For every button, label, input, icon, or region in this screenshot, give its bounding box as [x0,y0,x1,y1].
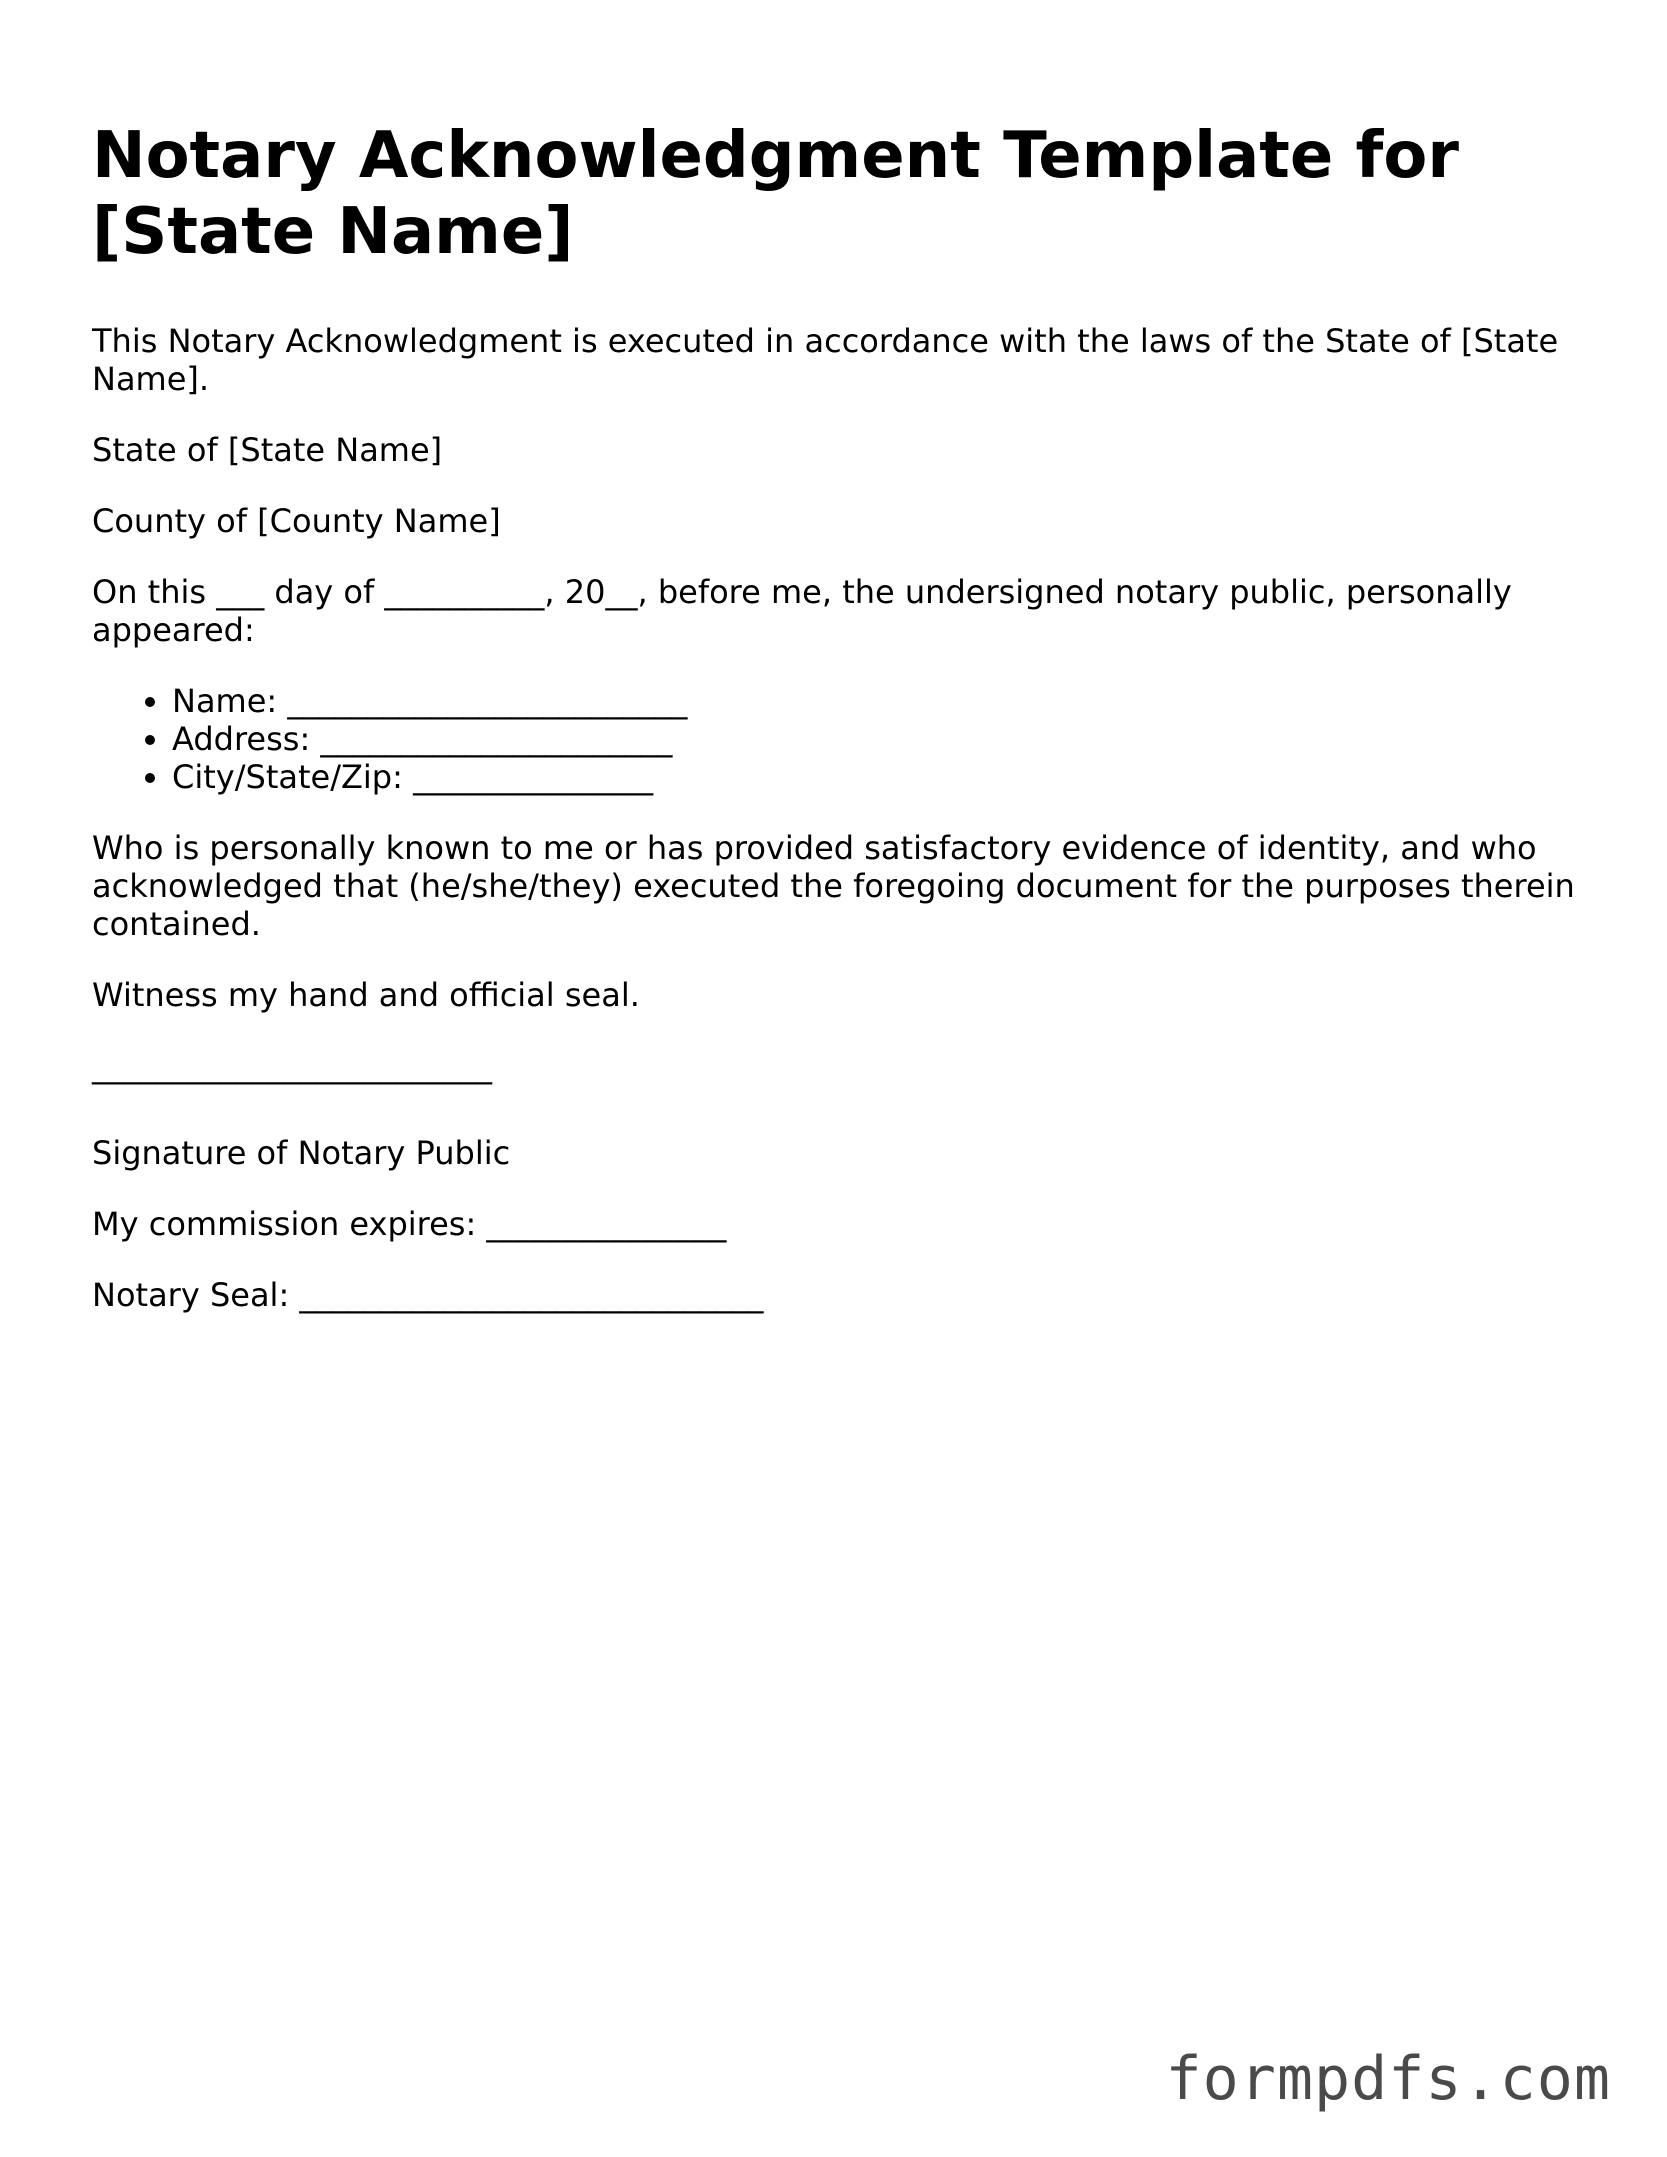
city-state-zip-field: • City/State/Zip: _______________ [172,758,1592,796]
witness-line: Witness my hand and official seal. [92,976,640,1014]
address-field: • Address: ______________________ [172,720,1592,758]
notary-seal-line: Notary Seal: _____________________________ [92,1276,764,1314]
state-line: State of [State Name] [92,431,443,469]
appearance-paragraph: On this ___ day of __________, 20__, before me, the undersigned notary public, personally appeared: [92,573,1512,649]
name-field: • Name: _________________________ [172,682,1592,720]
acknowledgment-paragraph: Who is personally known to me or has provided satisfactory evidence of identity, and who acknowledged that (he/she/they) executed the foregoing document for the purposes therein contained. [92,829,1575,943]
document-page [92,118,1592,1347]
signature-label: Signature of Notary Public [92,1134,511,1172]
county-line: County of [County Name] [92,502,501,540]
document-title: Notary Acknowledgment Template for [State Name] [92,119,1459,269]
watermark-text: formpdfs.com [1165,2044,1611,2114]
signature-blank: _________________________ [92,1047,492,1085]
intro-paragraph: This Notary Acknowledgment is executed in accordance with the laws of the State of [State Name]. [92,322,1559,398]
signature-line [92,1047,1592,1101]
commission-expires-line: My commission expires: _______________ [92,1205,727,1243]
party-fields-list [92,682,1592,796]
